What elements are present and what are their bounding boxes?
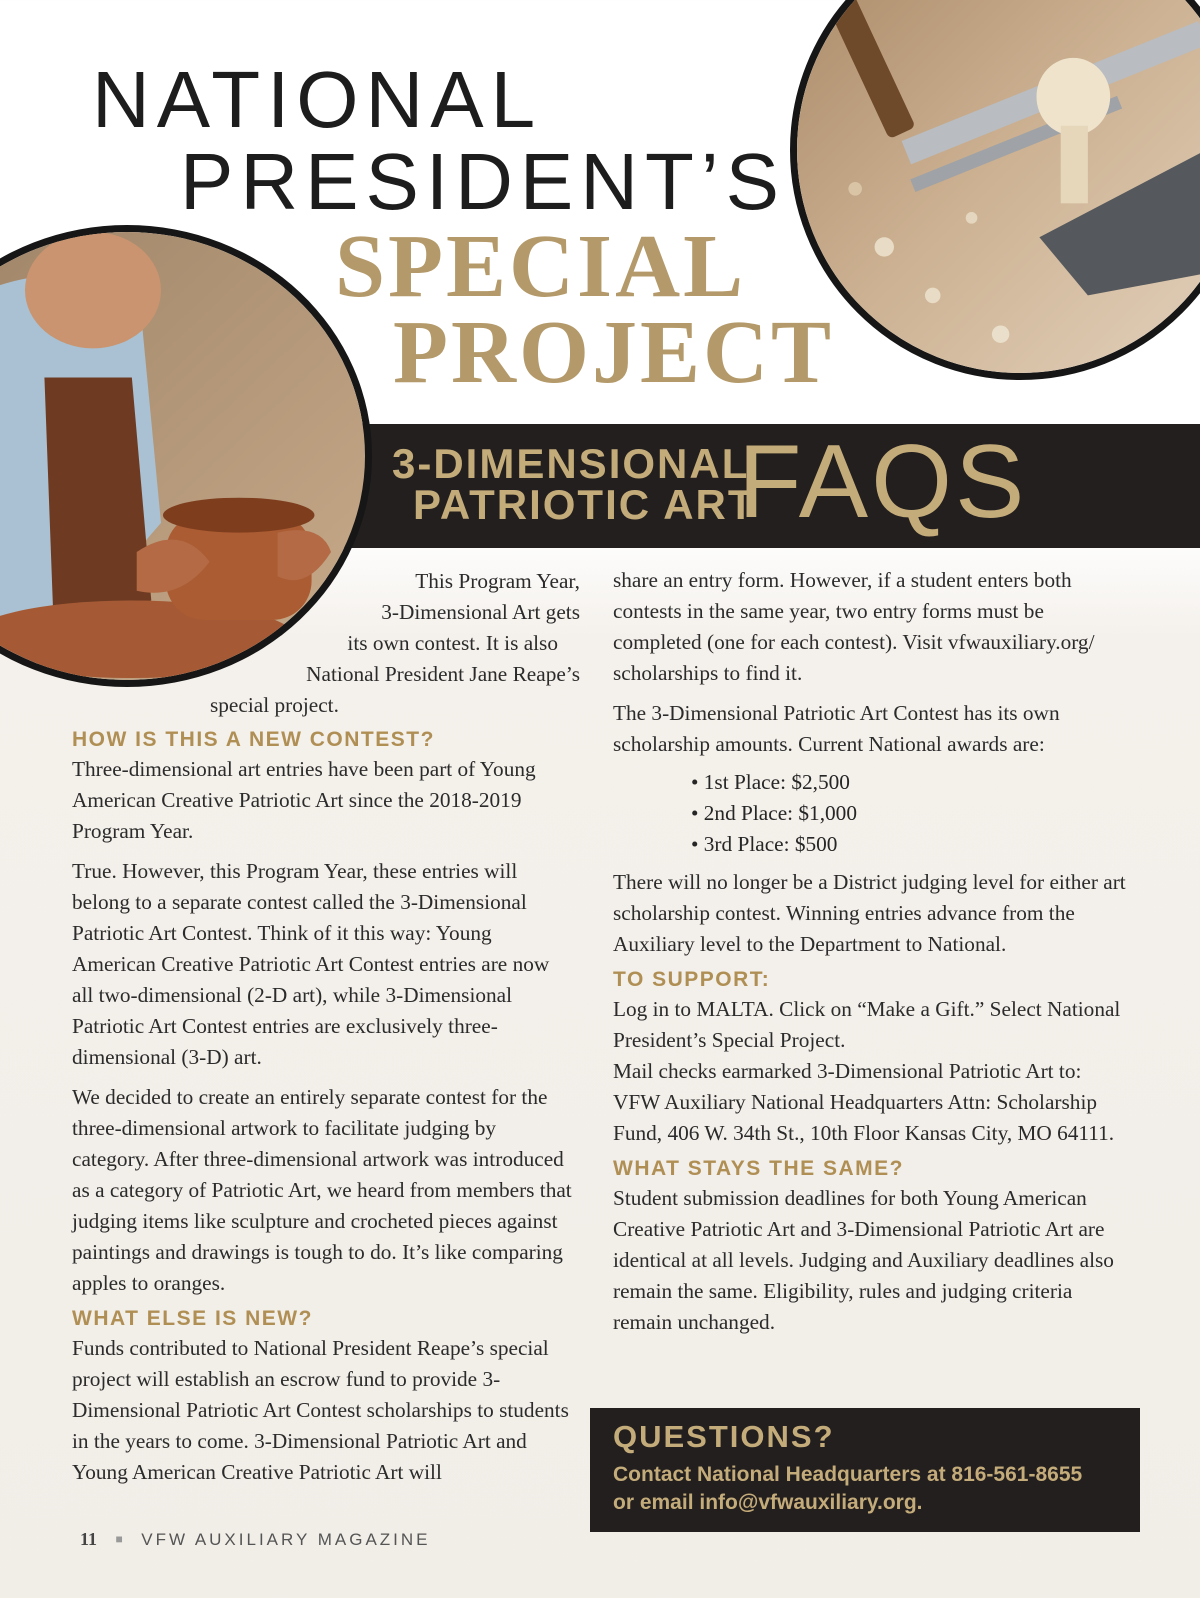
paragraph: There will no longer be a District judging level for either art scholarship contest. Winning entries advance from the Auxiliary level to the Department to National. bbox=[613, 870, 1126, 956]
section-heading-else-new: WHAT ELSE IS NEW? bbox=[72, 1307, 313, 1330]
title-line-presidents: PRESIDENT’S bbox=[180, 137, 786, 226]
section-heading-new-contest: HOW IS THIS A NEW CONTEST? bbox=[72, 728, 435, 751]
intro-line: special project. bbox=[210, 693, 339, 717]
section-heading-support: TO SUPPORT: bbox=[613, 968, 771, 991]
title-line-project: PROJECT bbox=[393, 303, 835, 402]
intro-line: This Program Year, bbox=[415, 569, 580, 593]
faq-subtitle-line2: PATRIOTIC ART bbox=[413, 481, 756, 528]
paragraph: share an entry form. However, if a student enters both contests in the same year, two entry forms must be completed (one for each contest). Visit vfwauxiliary.org/ scholarships to find it. bbox=[613, 568, 1095, 685]
award-item: • 2nd Place: $1,000 bbox=[691, 798, 1133, 829]
paragraph: Funds contributed to National President Reape’s special project will establish an escrow fund to provide 3-Dimensional Patriotic Art Contest scholarships to students in the years to come. 3-Dimensional Patriotic Art and Young American Creative Patriotic Art will bbox=[72, 1336, 569, 1484]
paragraph: The 3-Dimensional Patriotic Art Contest has its own scholarship amounts. Current National awards are: bbox=[613, 701, 1060, 756]
award-item: • 3rd Place: $500 bbox=[691, 829, 1133, 860]
magazine-name: VFW AUXILIARY MAGAZINE bbox=[141, 1530, 431, 1549]
paragraph: True. However, this Program Year, these entries will belong to a separate contest called the 3-Dimensional Patriotic Art Contest. Think of it this way: Young American Creative Patriotic Art Contest entries are now all two-dimensional (2-D art), while 3-Dimensional Patriotic Art Contest entries are exclusively three-dimensional (3-D) art. bbox=[72, 859, 550, 1069]
left-column bbox=[72, 726, 572, 1488]
footer-separator: ■ bbox=[115, 1532, 123, 1546]
faq-subtitle-line1: 3-DIMENSIONAL bbox=[392, 440, 750, 487]
questions-contact-line: Contact National Headquarters at 816-561-8655 bbox=[613, 1463, 1083, 1486]
paragraph: Student submission deadlines for both Young American Creative Patriotic Art and 3-Dimensional Patriotic Art are identical at all levels. Judging and Auxiliary deadlines also remain the same. Eligibility, rules and judging criteria remain unchanged. bbox=[613, 1186, 1114, 1334]
intro-line: its own contest. It is also bbox=[347, 631, 558, 655]
woodworking-tools-photo bbox=[790, 0, 1200, 380]
title-line-special: SPECIAL bbox=[335, 217, 747, 316]
award-item: • 1st Place: $2,500 bbox=[691, 767, 1133, 798]
questions-title: QUESTIONS? bbox=[613, 1419, 835, 1454]
section-heading-same: WHAT STAYS THE SAME? bbox=[613, 1157, 904, 1180]
right-column bbox=[613, 565, 1133, 1338]
intro-line: National President Jane Reape’s bbox=[306, 662, 580, 686]
paragraph: Log in to MALTA. Click on “Make a Gift.” Select National President’s Special Project. bbox=[613, 997, 1121, 1052]
page-number: 11 bbox=[80, 1529, 98, 1549]
awards-list bbox=[613, 767, 1133, 860]
page-footer bbox=[80, 1530, 431, 1548]
intro-line: 3-Dimensional Art gets bbox=[381, 600, 580, 624]
questions-email-line: or email info@vfwauxiliary.org. bbox=[613, 1491, 923, 1514]
paragraph: Mail checks earmarked 3-Dimensional Patriotic Art to: VFW Auxiliary National Headquarters Attn: Scholarship Fund, 406 W. 34th St., 10th Floor Kansas City, MO 64111. bbox=[613, 1059, 1115, 1145]
paragraph: We decided to create an entirely separate contest for the three-dimensional artwork to facilitate judging by category. After three-dimensional artwork was introduced as a category of Patriotic Art, we heard from members that judging items like sculpture and crocheted pieces against paintings and drawings is tough to do. It’s like comparing apples to oranges. bbox=[72, 1085, 572, 1295]
faq-heading: FAQS bbox=[738, 424, 1028, 540]
paragraph: Three-dimensional art entries have been part of Young American Creative Patriotic Art since the 2018-2019 Program Year. bbox=[72, 757, 536, 843]
title-line-national: NATIONAL bbox=[92, 55, 543, 144]
